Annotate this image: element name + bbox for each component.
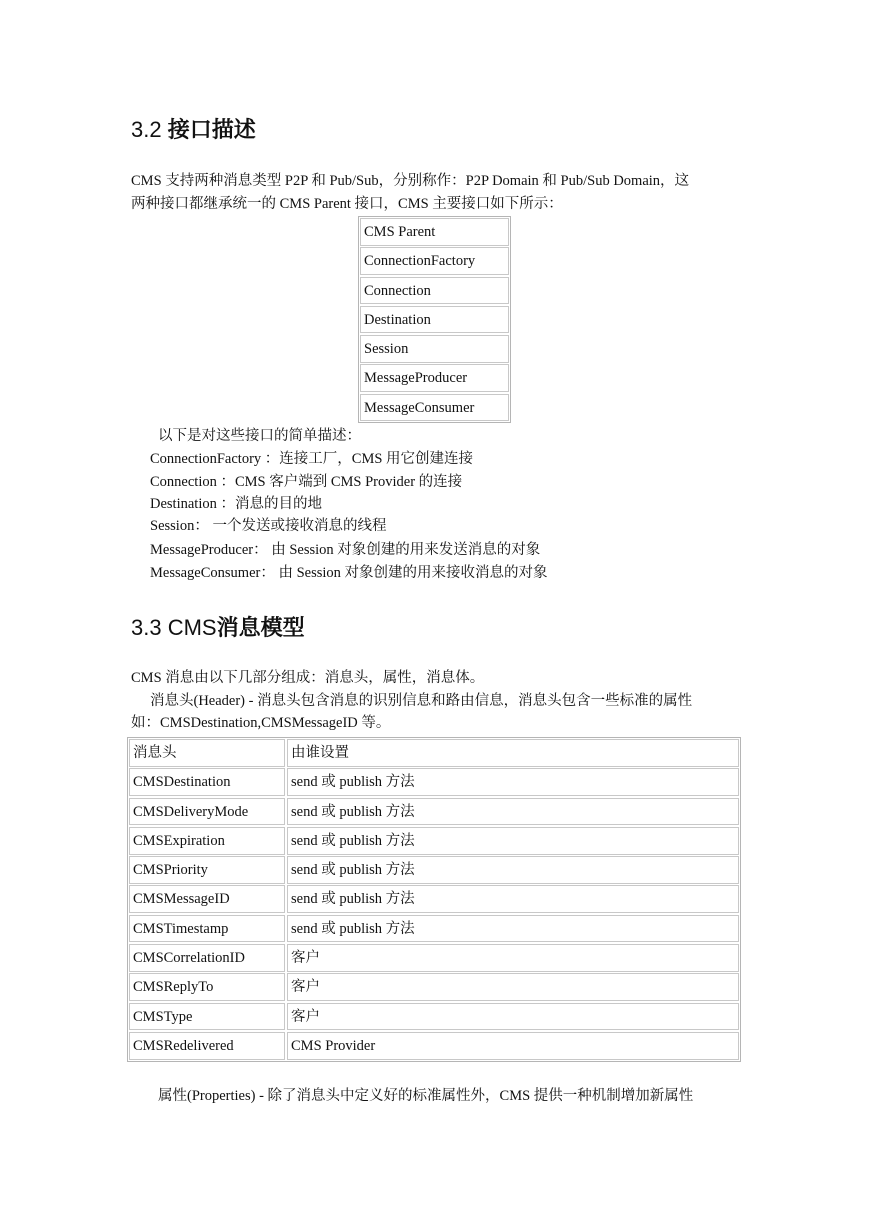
header-name-cell: CMSCorrelationID <box>129 944 285 972</box>
interface-table <box>358 216 511 423</box>
section-title-latin: CMS <box>167 615 217 640</box>
interface-cell: Session <box>360 335 509 363</box>
description-item: Connection ：CMS 客户端到 CMS Provider 的连接 <box>150 474 463 490</box>
header-name-cell: CMSRedelivered <box>129 1032 285 1060</box>
intro-line-1: CMS 支持两种消息类型 P2P 和 Pub/Sub，分别称作：P2P Domain 和 Pub/Sub Domain，这 <box>131 173 690 189</box>
model-line-2: 消息头(Header) - 消息头包含消息的识别信息和路由信息，消息头包含一些标准的属性 <box>150 693 693 709</box>
table-row <box>129 915 739 943</box>
interface-cell: Connection <box>360 277 509 305</box>
header-name-cell: CMSReplyTo <box>129 973 285 1001</box>
description-item: ConnectionFactory ：连接工厂，CMS 用它创建连接 <box>150 451 474 467</box>
interface-cell: MessageProducer <box>360 364 509 392</box>
header-name-cell: CMSType <box>129 1003 285 1031</box>
setter-cell: send 或 publish 方法 <box>287 856 739 884</box>
model-line-3: 如：CMSDestination,CMSMessageID 等。 <box>131 715 391 731</box>
header-name-cell: CMSDestination <box>129 768 285 796</box>
table-row <box>129 973 739 1001</box>
table-row <box>129 856 739 884</box>
message-header-table <box>127 737 741 1062</box>
section-number: 3.3 <box>131 615 162 640</box>
setter-cell: CMS Provider <box>287 1032 739 1060</box>
table-row <box>129 1032 739 1060</box>
header-name-cell: CMSMessageID <box>129 885 285 913</box>
setter-cell: send 或 publish 方法 <box>287 885 739 913</box>
interface-cell: ConnectionFactory <box>360 247 509 275</box>
intro-line-2: 两种接口都继承统一的 CMS Parent 接口，CMS 主要接口如下所示： <box>131 196 563 212</box>
description-lead: 以下是对这些接口的简单描述： <box>158 428 361 444</box>
column-header: 消息头 <box>129 739 285 767</box>
description-item: MessageConsumer： 由 Session 对象创建的用来接收消息的对象 <box>150 565 548 581</box>
table-header-row <box>129 739 739 767</box>
setter-cell: 客户 <box>287 973 739 1001</box>
table-row <box>129 885 739 913</box>
setter-cell: 客户 <box>287 1003 739 1031</box>
description-item: Destination ：消息的目的地 <box>150 496 322 512</box>
section-title-zh: 消息模型 <box>216 615 305 640</box>
table-row <box>129 827 739 855</box>
setter-cell: send 或 publish 方法 <box>287 915 739 943</box>
header-name-cell: CMSTimestamp <box>129 915 285 943</box>
description-item: Session： 一个发送或接收消息的线程 <box>150 518 387 534</box>
interface-cell: CMS Parent <box>360 218 509 246</box>
section-3-2-heading <box>131 113 256 144</box>
interface-cell: Destination <box>360 306 509 334</box>
setter-cell: send 或 publish 方法 <box>287 827 739 855</box>
table-row <box>129 944 739 972</box>
header-name-cell: CMSExpiration <box>129 827 285 855</box>
table-row <box>129 768 739 796</box>
setter-cell: send 或 publish 方法 <box>287 768 739 796</box>
setter-cell: send 或 publish 方法 <box>287 798 739 826</box>
properties-line: 属性(Properties) - 除了消息头中定义好的标准属性外，CMS 提供一种机制增加新属性 <box>158 1088 694 1104</box>
description-item: MessageProducer： 由 Session 对象创建的用来发送消息的对象 <box>150 542 541 558</box>
interface-cell: MessageConsumer <box>360 394 509 422</box>
column-header: 由谁设置 <box>287 739 739 767</box>
section-3-3-heading <box>131 611 305 642</box>
table-row <box>129 1003 739 1031</box>
header-name-cell: CMSDeliveryMode <box>129 798 285 826</box>
section-title: 接口描述 <box>167 117 256 142</box>
table-row <box>129 798 739 826</box>
setter-cell: 客户 <box>287 944 739 972</box>
header-name-cell: CMSPriority <box>129 856 285 884</box>
section-number: 3.2 <box>131 117 162 142</box>
model-line-1: CMS 消息由以下几部分组成：消息头，属性，消息体。 <box>131 670 485 686</box>
